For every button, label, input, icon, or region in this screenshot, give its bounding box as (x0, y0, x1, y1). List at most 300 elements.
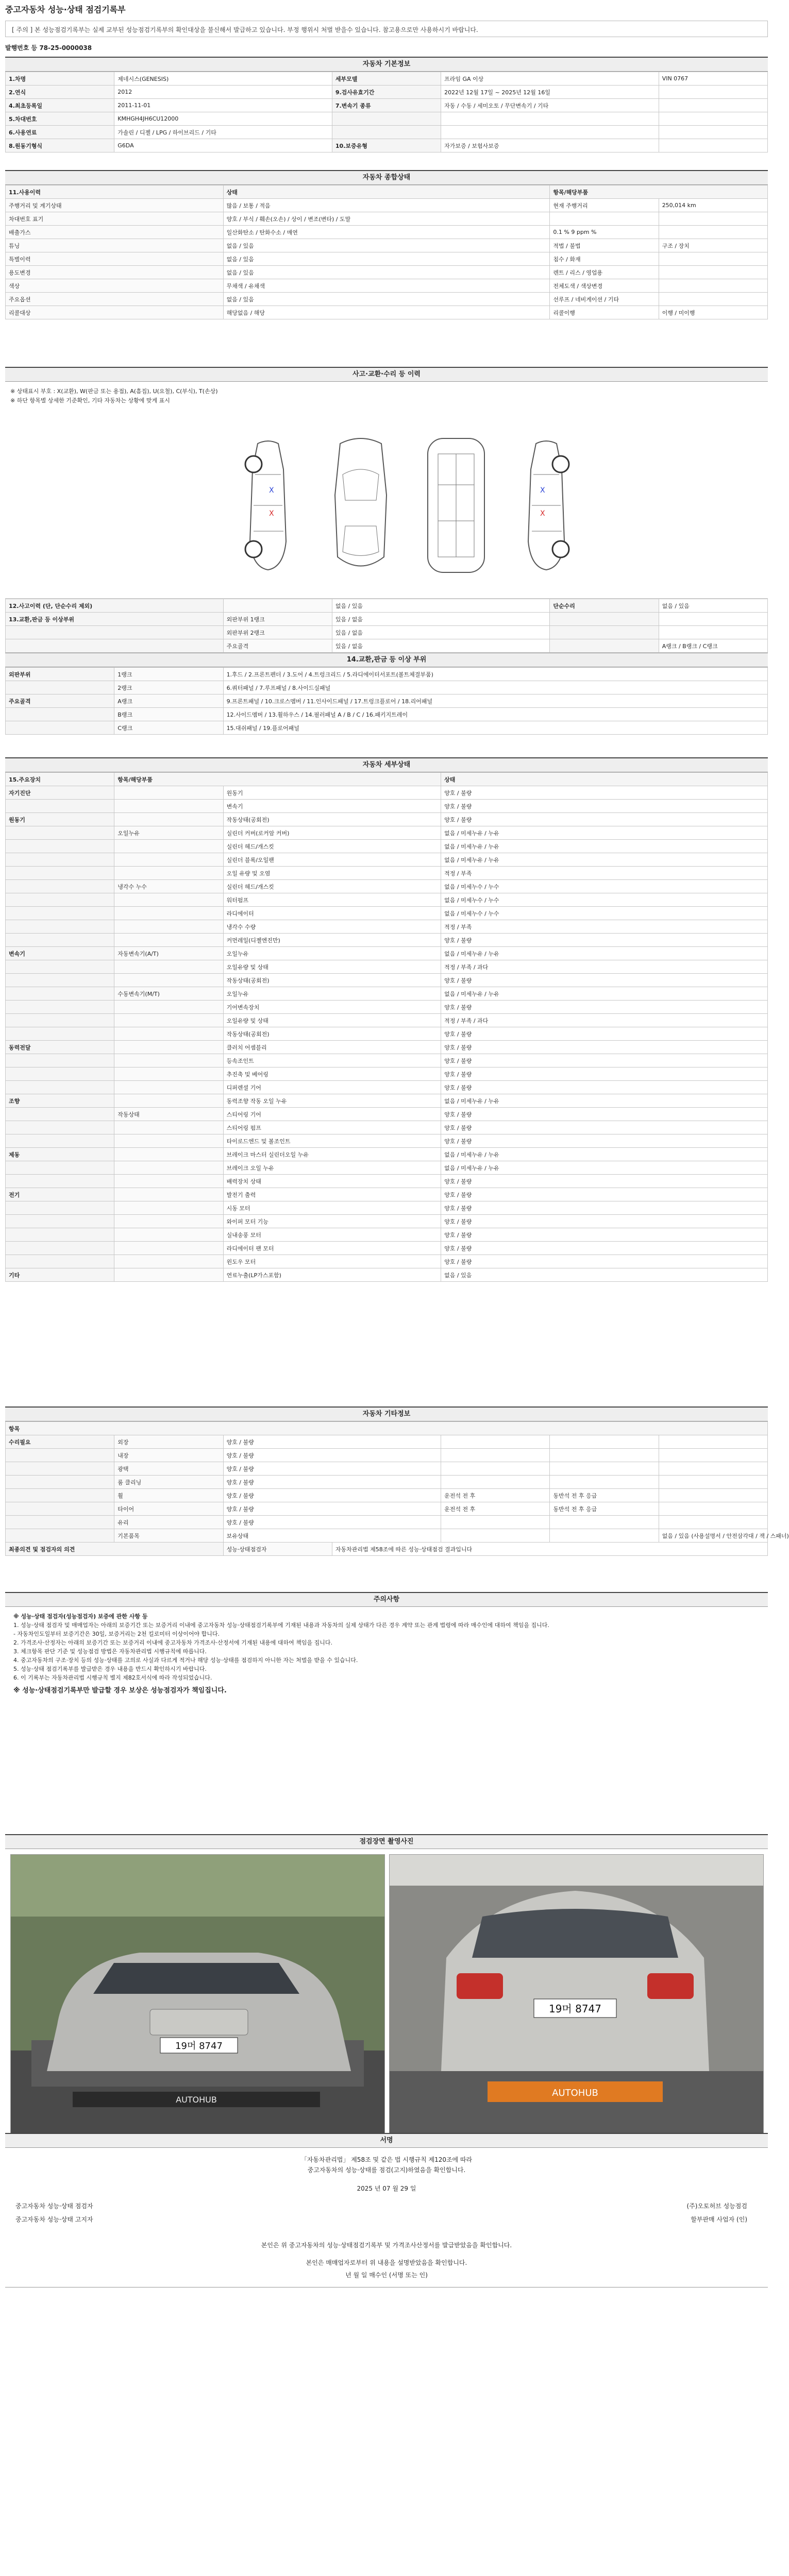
car-frame-diagram (417, 433, 495, 578)
device-sub (114, 1027, 223, 1041)
other-group (6, 1476, 114, 1489)
device-state: 없음 / 미세누수 / 누수 (441, 893, 768, 907)
device-name (6, 960, 114, 974)
section-title-general: 자동차 종합상태 (5, 171, 768, 185)
field-extra (659, 126, 767, 139)
device-part: 오일 유량 및 오염 (223, 867, 441, 880)
device-sub (114, 1255, 223, 1268)
device-name (6, 907, 114, 920)
accident-value2 (659, 626, 767, 639)
device-sub (114, 907, 223, 920)
other-row (6, 1516, 768, 1529)
damage-mark: X (540, 510, 545, 518)
photo-area (5, 1849, 768, 2138)
device-name: 원동기 (6, 813, 114, 826)
field-extra (659, 99, 767, 112)
device-state: 적정 / 부족 (441, 867, 768, 880)
device-state: 양호 / 불량 (441, 1121, 768, 1134)
field-extra: VIN 0767 (659, 72, 767, 86)
general-row (6, 212, 768, 226)
device-state: 양호 / 불량 (441, 1255, 768, 1268)
device-part: 실내송풍 모터 (223, 1228, 441, 1242)
device-part: 스티어링 펌프 (223, 1121, 441, 1134)
other-state: 양호 / 불량 (223, 1502, 441, 1516)
status-extra (659, 212, 767, 226)
device-sub (114, 1014, 223, 1027)
status-item: 차대번호 표기 (6, 212, 224, 226)
rear-platform-brand: AUTOHUB (552, 2088, 598, 2098)
device-part: 실린더 블록/오일팬 (223, 853, 441, 867)
status-note (550, 212, 659, 226)
accident-sub: 주요골격 (223, 639, 332, 653)
detail-row (6, 1041, 768, 1054)
basic-row (6, 99, 768, 112)
car-side-right-diagram (510, 438, 582, 572)
device-part: 와이퍼 모터 기능 (223, 1215, 441, 1228)
general-row (6, 239, 768, 252)
device-name (6, 1001, 114, 1014)
other-table (5, 1421, 789, 1556)
device-name: 동력전달 (6, 1041, 114, 1054)
detail-row (6, 1215, 768, 1228)
detail-row (6, 987, 768, 1001)
field-value: 가솔린 / 디젤 / LPG / 하이브리드 / 기타 (114, 126, 332, 139)
field-extra (659, 139, 767, 152)
device-part: 워터펌프 (223, 893, 441, 907)
device-sub (114, 840, 223, 853)
other-rear (550, 1462, 659, 1476)
accident-value: 있음 / 없음 (332, 626, 550, 639)
section-title-photo: 점검장면 촬영사진 (5, 1835, 768, 1849)
detail-row (6, 1148, 768, 1161)
device-part: 오일누유 (223, 947, 441, 960)
status-note: 전체도색 / 색상변경 (550, 279, 659, 293)
opinion-row (6, 1543, 768, 1556)
other-rear: 동반석 전 후 응급 (550, 1502, 659, 1516)
device-part: 라디에이터 (223, 907, 441, 920)
front-photo (10, 1854, 385, 2133)
other-extra (659, 1462, 767, 1476)
device-state: 양호 / 불량 (441, 1081, 768, 1094)
device-name (6, 974, 114, 987)
device-sub (114, 1121, 223, 1134)
detail-row (6, 867, 768, 880)
basic-row (6, 86, 768, 99)
field-value: 2012 (114, 86, 332, 99)
device-state: 없음 / 미세누유 / 누유 (441, 840, 768, 853)
status-item: 배출가스 (6, 226, 224, 239)
notice-box: [ 주의 ] 본 성능점검기록부는 실제 교부된 성능점검기록부의 확인대상을 불신해서 발급하고 있습니다. 부정 행위시 처벌 받을수 있습니다. 참고용으로만 사용하시기 바랍니다. (5, 21, 768, 37)
status-item: 특별이력 (6, 252, 224, 266)
other-item: 유리 (114, 1516, 223, 1529)
column-header: 상태 (223, 185, 550, 199)
parts-row (6, 721, 768, 735)
accident-sub (223, 599, 332, 613)
general-row (6, 199, 768, 212)
field-label: 4.최초등록일 (6, 99, 114, 112)
other-group (6, 1502, 114, 1516)
status-note: 렌트 / 리스 / 영업용 (550, 266, 659, 279)
status-extra (659, 252, 767, 266)
field-label (332, 126, 441, 139)
sign-section (5, 2133, 768, 2287)
rear-car-photo (390, 1855, 763, 2133)
device-state: 양호 / 불량 (441, 800, 768, 813)
parts-group: 외판부위 (6, 668, 114, 681)
car-side-left-diagram (232, 438, 304, 572)
rear-plate: 19머 8747 (548, 2003, 602, 2015)
caution-line: 1. 성능·상태 점검자 및 매매업자는 아래의 보증기간 또는 보증거리 이내에 중고자동차 성능·상태점검기록부에 기재된 내용과 자동차의 실제 상태가 다른 경우 계약 또는 관계 법령에 따라 매수인에 대하여 책임을 집니다. (13, 1622, 549, 1629)
device-name (6, 1027, 114, 1041)
status-value: 양호 / 부식 / 훼손(오손) / 상이 / 변조(변타) / 도말 (223, 212, 550, 226)
general-row (6, 266, 768, 279)
parts-row (6, 708, 768, 721)
cautions-section (5, 1592, 768, 1700)
parts-items: 15.대쉬패널 / 19.플로어패널 (223, 721, 767, 735)
parts-row (6, 681, 768, 694)
other-item: 휠 (114, 1489, 223, 1502)
detail-row (6, 840, 768, 853)
device-name (6, 920, 114, 934)
document-number-value: 78-25-0000038 (39, 44, 92, 52)
device-sub (114, 1094, 223, 1108)
sign-date: 2025 년 07 월 29 일 (357, 2185, 416, 2192)
legend-line-2: ※ 하단 항목별 상세한 기준확인, 기타 자동차는 상황에 맞게 표시 (10, 397, 170, 404)
field-label: 7.변속기 종류 (332, 99, 441, 112)
other-front (441, 1476, 550, 1489)
device-sub (114, 800, 223, 813)
detail-row (6, 947, 768, 960)
other-extra: 없음 / 있음 (사용설명서 / 안전삼각대 / 잭 / 스패너) (659, 1529, 767, 1543)
accident-value: 있음 / 없음 (332, 639, 550, 653)
column-header: 항목/해당부품 (114, 773, 441, 786)
detail-row (6, 813, 768, 826)
notifier-label: 중고자동차 성능·상태 고지자 (15, 2216, 93, 2223)
device-part: 발전기 출력 (223, 1188, 441, 1201)
device-part: 동력조향 작동 오일 누유 (223, 1094, 441, 1108)
section-title-sign: 서명 (5, 2134, 768, 2148)
other-item: 외장 (114, 1435, 223, 1449)
detail-row (6, 1001, 768, 1014)
device-name (6, 840, 114, 853)
other-front (441, 1462, 550, 1476)
other-item: 타이어 (114, 1502, 223, 1516)
basic-row (6, 126, 768, 139)
diagram-legend (10, 387, 218, 405)
confirm-line-1: 본인은 위 중고자동차의 성능·상태점검기록부 및 가격조사산정서를 발급받았음을 확인합니다. (261, 2242, 512, 2249)
device-sub (114, 934, 223, 947)
field-value (441, 112, 659, 126)
device-part: 원동기 (223, 786, 441, 800)
field-value: 제네시스(GENESIS) (114, 72, 332, 86)
other-state: 양호 / 불량 (223, 1489, 441, 1502)
damage-mark: X (269, 510, 274, 518)
general-row (6, 306, 768, 319)
section-title-basic: 자동차 기본정보 (5, 58, 768, 72)
accident-value: 있음 / 없음 (332, 613, 550, 626)
field-label: 6.사용연료 (6, 126, 114, 139)
accident-label: 13.교환,판금 등 이상부위 (6, 613, 224, 626)
basic-row (6, 139, 768, 152)
accident-row (6, 639, 768, 653)
general-header (6, 185, 768, 199)
device-name (6, 934, 114, 947)
device-state: 양호 / 불량 (441, 1188, 768, 1201)
device-part: 실린더 헤드/개스킷 (223, 840, 441, 853)
parts-group (6, 708, 114, 721)
status-value: 없음 / 있음 (223, 293, 550, 306)
other-front (441, 1529, 550, 1543)
detail-row (6, 1067, 768, 1081)
caution-line: - 자동차인도일부터 보증기간은 30일, 보증거리는 2천 킬로미터 이상이어야 합니다. (13, 1631, 220, 1637)
device-name (6, 867, 114, 880)
device-state: 없음 / 미세누유 / 누유 (441, 987, 768, 1001)
car-top-diagram (325, 433, 397, 578)
device-state: 없음 / 미세누유 / 누유 (441, 1148, 768, 1161)
detail-section (5, 757, 768, 1282)
field-label: 5.차대번호 (6, 112, 114, 126)
opinion-sub: 성능·상태점검자 (223, 1543, 332, 1556)
device-part: 스티어링 기어 (223, 1108, 441, 1121)
other-state: 양호 / 불량 (223, 1435, 441, 1449)
device-state: 양호 / 불량 (441, 1175, 768, 1188)
device-sub (114, 1041, 223, 1054)
device-state: 양호 / 불량 (441, 813, 768, 826)
device-part: 등속조인트 (223, 1054, 441, 1067)
field-label: 8.원동기형식 (6, 139, 114, 152)
device-part: 윈도우 모터 (223, 1255, 441, 1268)
caution-line: 5. 성능·상태 점검기록부를 발급받은 경우 내용을 반드시 확인하시기 바랍니다. (13, 1666, 207, 1672)
device-sub (114, 1175, 223, 1188)
inspector-value: (주)오토허브 성능점검 (686, 2202, 747, 2210)
accident-label2 (550, 626, 659, 639)
parts-rank: C랭크 (114, 721, 223, 735)
accident-label2 (550, 639, 659, 653)
device-name: 기타 (6, 1268, 114, 1282)
device-sub (114, 960, 223, 974)
device-name (6, 1255, 114, 1268)
device-name (6, 1108, 114, 1121)
detail-row (6, 1188, 768, 1201)
other-state: 양호 / 불량 (223, 1516, 441, 1529)
detail-row (6, 893, 768, 907)
device-name: 조향 (6, 1094, 114, 1108)
field-extra (659, 112, 767, 126)
legend-line-1: ※ 상태표시 부호 : X(교환), W(판금 또는 용접), A(흠집), U(요철), C(부식), T(손상) (10, 388, 218, 395)
detail-row (6, 1121, 768, 1134)
other-extra (659, 1516, 767, 1529)
front-platform-brand: AUTOHUB (176, 2095, 217, 2105)
other-group: 수리필요 (6, 1435, 114, 1449)
caution-line: 4. 중고자동차의 구조·장치 등의 성능·상태를 고의로 사실과 다르게 적거나 해당 성능·상태를 점검하지 아니한 자는 처벌을 받을 수 있습니다. (13, 1657, 358, 1664)
accident-label (6, 626, 224, 639)
device-state: 양호 / 불량 (441, 1228, 768, 1242)
other-row (6, 1502, 768, 1516)
status-item: 주요옵션 (6, 293, 224, 306)
parts-items: 9.프론트패널 / 10.크로스멤버 / 11.인사이드패널 / 17.트렁크플로어 / 18.리어패널 (223, 694, 767, 708)
other-front: 운전석 전 후 (441, 1502, 550, 1516)
status-value: 해당없음 / 해당 (223, 306, 550, 319)
status-item: 주행거리 및 계기상태 (6, 199, 224, 212)
detail-row (6, 934, 768, 947)
damage-mark: X (269, 486, 274, 495)
parts-rank: A랭크 (114, 694, 223, 708)
other-row (6, 1449, 768, 1462)
detail-row (6, 1201, 768, 1215)
device-sub: 수동변속기(M/T) (114, 987, 223, 1001)
device-state: 양호 / 불량 (441, 1108, 768, 1121)
detail-row (6, 1081, 768, 1094)
parts-table (5, 667, 768, 735)
field-value: 프라임 GA 이상 (441, 72, 659, 86)
device-state: 양호 / 불량 (441, 786, 768, 800)
detail-row (6, 920, 768, 934)
device-part: 작동상태(공회전) (223, 1027, 441, 1041)
device-sub (114, 813, 223, 826)
device-sub (114, 1067, 223, 1081)
device-name (6, 1014, 114, 1027)
status-value: 무채색 / 유채색 (223, 279, 550, 293)
detail-row (6, 1134, 768, 1148)
device-sub (114, 1188, 223, 1201)
section-title-other: 자동차 기타정보 (5, 1408, 768, 1421)
parts-rank: B랭크 (114, 708, 223, 721)
detail-row (6, 1094, 768, 1108)
device-part: 작동상태(공회전) (223, 974, 441, 987)
parts-head: 14.교환,판금 등 이상 부위 (5, 653, 768, 667)
other-group (6, 1516, 114, 1529)
field-value: 2022년 12월 17일 ~ 2025년 12월 16일 (441, 86, 659, 99)
accident-label2: 단순수리 (550, 599, 659, 613)
device-part: 타이로드엔드 및 볼조인트 (223, 1134, 441, 1148)
device-state: 없음 / 미세누유 / 누유 (441, 1161, 768, 1175)
device-name (6, 1121, 114, 1134)
general-row (6, 279, 768, 293)
device-part: 기어변속장치 (223, 1001, 441, 1014)
device-sub: 오일누유 (114, 826, 223, 840)
other-state: 보유상태 (223, 1529, 441, 1543)
device-name (6, 1242, 114, 1255)
detail-row (6, 826, 768, 840)
device-name (6, 1134, 114, 1148)
detail-row (6, 974, 768, 987)
column-header: 항목/해당부품 (550, 185, 768, 199)
front-car-photo (11, 1855, 384, 2133)
device-name (6, 1175, 114, 1188)
field-label (332, 112, 441, 126)
device-name (6, 893, 114, 907)
column-header: 11.사용이력 (6, 185, 224, 199)
status-extra (659, 279, 767, 293)
status-item: 용도변경 (6, 266, 224, 279)
device-sub (114, 1134, 223, 1148)
device-sub (114, 1268, 223, 1282)
other-row (6, 1462, 768, 1476)
device-sub (114, 853, 223, 867)
device-sub (114, 867, 223, 880)
device-sub (114, 893, 223, 907)
device-sub: 냉각수 누수 (114, 880, 223, 893)
other-rear (550, 1435, 659, 1449)
confirm-line-2: 본인은 매매업자로부터 위 내용을 설명받았음을 확인합니다. (306, 2259, 467, 2266)
status-note: 적법 / 불법 (550, 239, 659, 252)
parts-group (6, 721, 114, 735)
status-value: 일산화탄소 / 탄화수소 / 매연 (223, 226, 550, 239)
field-value: G6DA (114, 139, 332, 152)
other-rear: 동반석 전 후 응급 (550, 1489, 659, 1502)
other-item: 기본품목 (114, 1529, 223, 1543)
device-sub (114, 1228, 223, 1242)
other-state: 양호 / 불량 (223, 1449, 441, 1462)
basic-info-section (5, 57, 768, 152)
car-diagram-area (5, 382, 768, 599)
detail-row (6, 1027, 768, 1041)
basic-info-table (5, 72, 768, 152)
device-part: 오일누유 (223, 987, 441, 1001)
device-sub (114, 920, 223, 934)
status-extra (659, 226, 767, 239)
device-name: 제동 (6, 1148, 114, 1161)
other-rear (550, 1449, 659, 1462)
other-front: 운전석 전 후 (441, 1489, 550, 1502)
detail-row (6, 800, 768, 813)
accident-value2 (659, 613, 767, 626)
other-rear (550, 1529, 659, 1543)
device-sub (114, 974, 223, 987)
sign-line-2: 중고자동차의 성능·상태를 점검(고지)하였음을 확인합니다. (307, 2166, 466, 2174)
other-row (6, 1435, 768, 1449)
document-number-label: 발행번호 등 (5, 44, 38, 52)
document-title: 중고자동차 성능·상태 점검기록부 (5, 5, 126, 14)
other-row (6, 1489, 768, 1502)
other-row (6, 1529, 768, 1543)
status-extra: 250,014 km (659, 199, 767, 212)
detail-row (6, 853, 768, 867)
detail-row (6, 880, 768, 893)
cautions-final: ※ 성능·상태점검기록부만 발급할 경우 보상은 성능점검자가 책임집니다. (13, 1687, 227, 1694)
detail-row (6, 786, 768, 800)
status-extra (659, 266, 767, 279)
detail-row (6, 1161, 768, 1175)
device-state: 양호 / 불량 (441, 1134, 768, 1148)
inspector-label: 중고자동차 성능·상태 점검자 (15, 2202, 93, 2210)
other-front (441, 1516, 550, 1529)
device-part: 실린더 헤드/개스킷 (223, 880, 441, 893)
device-name (6, 1201, 114, 1215)
detail-row (6, 1268, 768, 1282)
device-sub (114, 1201, 223, 1215)
device-state: 없음 / 있음 (441, 1268, 768, 1282)
field-value (441, 126, 659, 139)
other-extra (659, 1502, 767, 1516)
accident-value: 없음 / 있음 (332, 599, 550, 613)
detail-row (6, 907, 768, 920)
accident-section (5, 367, 768, 735)
status-value: 많음 / 보통 / 적음 (223, 199, 550, 212)
other-group (6, 1449, 114, 1462)
front-plate: 19머 8747 (175, 2041, 223, 2052)
device-state: 양호 / 불량 (441, 1242, 768, 1255)
device-state: 양호 / 불량 (441, 1027, 768, 1041)
field-label: 1.차명 (6, 72, 114, 86)
device-state: 없음 / 미세누유 / 누유 (441, 826, 768, 840)
field-value: KMHGH4JH6CU12000 (114, 112, 332, 126)
status-extra: 구조 / 장치 (659, 239, 767, 252)
detail-row (6, 1108, 768, 1121)
other-extra (659, 1449, 767, 1462)
field-value: 자가보증 / 보험사보증 (441, 139, 659, 152)
device-sub (114, 1001, 223, 1014)
